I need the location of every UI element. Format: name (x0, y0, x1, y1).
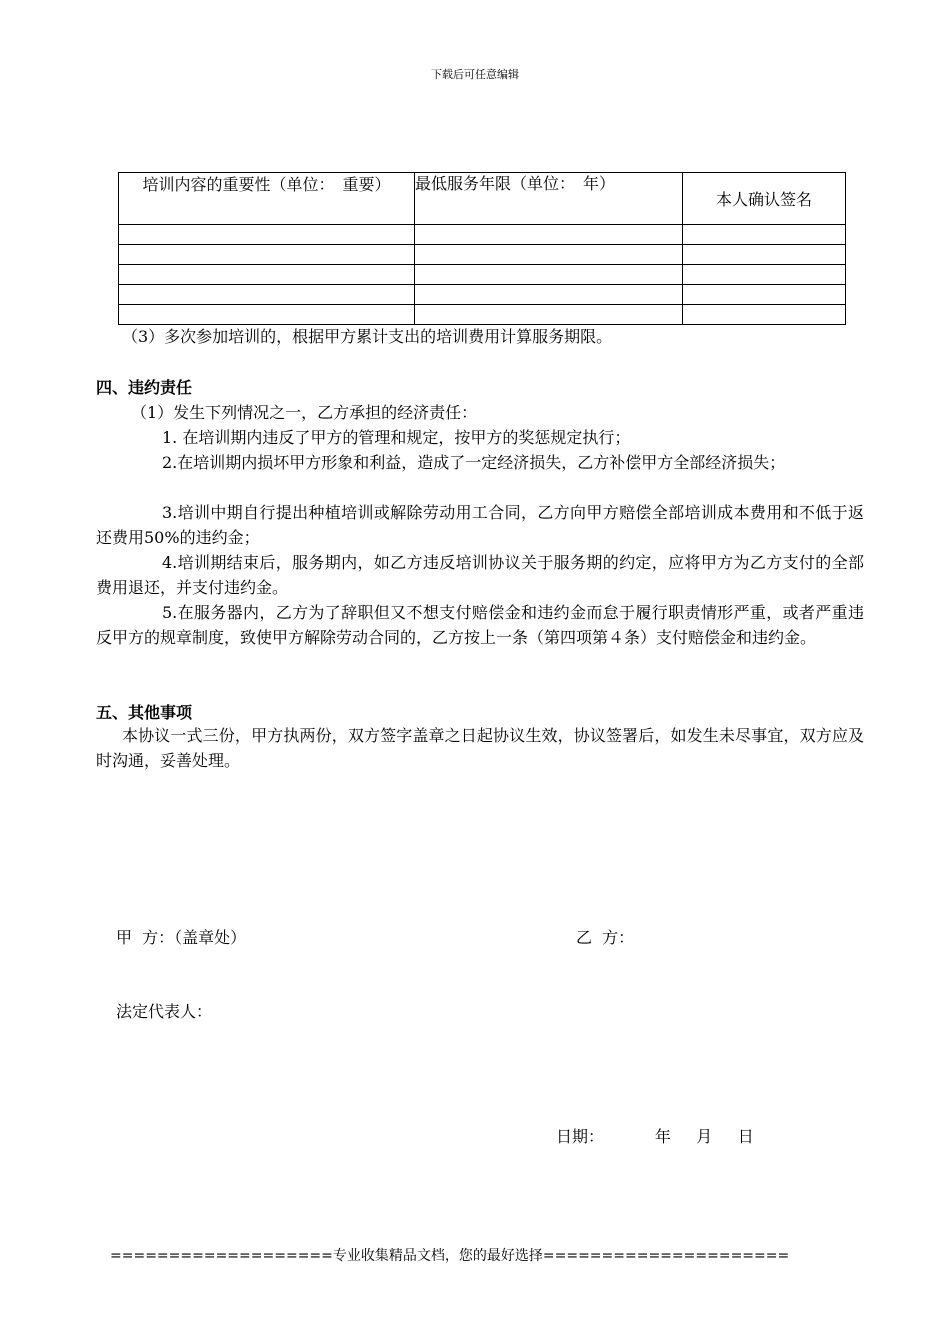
section-4-point-4: 4.培训期结束后，服务期内，如乙方违反培训协议关于服务期的约定，应将甲方为乙方支付的全部费用退还，并支付违约金。 (96, 553, 864, 597)
table-header-row (119, 173, 846, 225)
section-4-point-2: 2.在培训期内损坏甲方形象和利益，造成了一定经济损失，乙方补偿甲方全部经济损失； (162, 453, 786, 472)
table-row (119, 305, 846, 325)
table-cell[interactable] (119, 245, 415, 265)
table-row (119, 265, 846, 285)
table-cell[interactable] (683, 265, 846, 285)
party-b-label: 乙 方： (576, 928, 635, 947)
section-4-point-3: 3.培训中期自行提出种植培训或解除劳动用工合同，乙方向甲方赔偿全部培训成本费用和不低于返还费用50%的违约金； (96, 503, 864, 547)
legal-representative-label: 法定代表人： (116, 1002, 213, 1021)
table-cell[interactable] (683, 305, 846, 325)
table-cell[interactable] (683, 245, 846, 265)
party-a-label: 甲 方：（盖章处） (116, 928, 247, 947)
header-note: 下载后可任意编辑 (431, 68, 519, 81)
section-4-intro: （1）发生下列情况之一，乙方承担的经济责任： (131, 403, 478, 422)
header-min-service-years: 最低服务年限（单位： 年） (415, 173, 683, 225)
table-cell[interactable] (415, 265, 683, 285)
table-cell[interactable] (683, 285, 846, 305)
table-cell[interactable] (683, 225, 846, 245)
table-cell[interactable] (119, 225, 415, 245)
table-cell[interactable] (415, 225, 683, 245)
table-cell[interactable] (119, 285, 415, 305)
section-4-point-5: 5.在服务器内，乙方为了辞职但又不想支付赔偿金和违约金而怠于履行职责情形严重，或者严重违反甲方的规章制度，致使甲方解除劳动合同的，乙方按上一条（第四项第４条）支付赔偿金和违约金。 (96, 603, 864, 647)
section-4-point-1: 1. 在培训期内违反了甲方的管理和规定，按甲方的奖惩规定执行； (162, 428, 631, 447)
date-line: 日期： 年 月 日 (556, 1127, 754, 1146)
section-4-title: 四、违约责任 (96, 378, 193, 397)
table-cell[interactable] (119, 265, 415, 285)
section-5-body: 本协议一式三份，甲方执两份，双方签字盖章之日起协议生效，协议签署后，如发生未尽事宜，双方应及时沟通，妥善处理。 (96, 726, 864, 770)
table-cell[interactable] (415, 245, 683, 265)
training-table (118, 172, 846, 325)
table-row (119, 285, 846, 305)
section-5-title: 五、其他事项 (96, 703, 193, 722)
header-importance: 培训内容的重要性（单位： 重要） (119, 173, 415, 225)
header-signature: 本人确认签名 (683, 173, 846, 225)
table-row (119, 225, 846, 245)
table-cell[interactable] (415, 285, 683, 305)
footer-banner: ===================专业收集精品文档，您的最好选择===================== (110, 1248, 790, 1264)
table-cell[interactable] (119, 305, 415, 325)
table-row (119, 245, 846, 265)
table-cell[interactable] (415, 305, 683, 325)
item-3: （3）多次参加培训的，根据甲方累计支出的培训费用计算服务期限。 (122, 327, 613, 346)
